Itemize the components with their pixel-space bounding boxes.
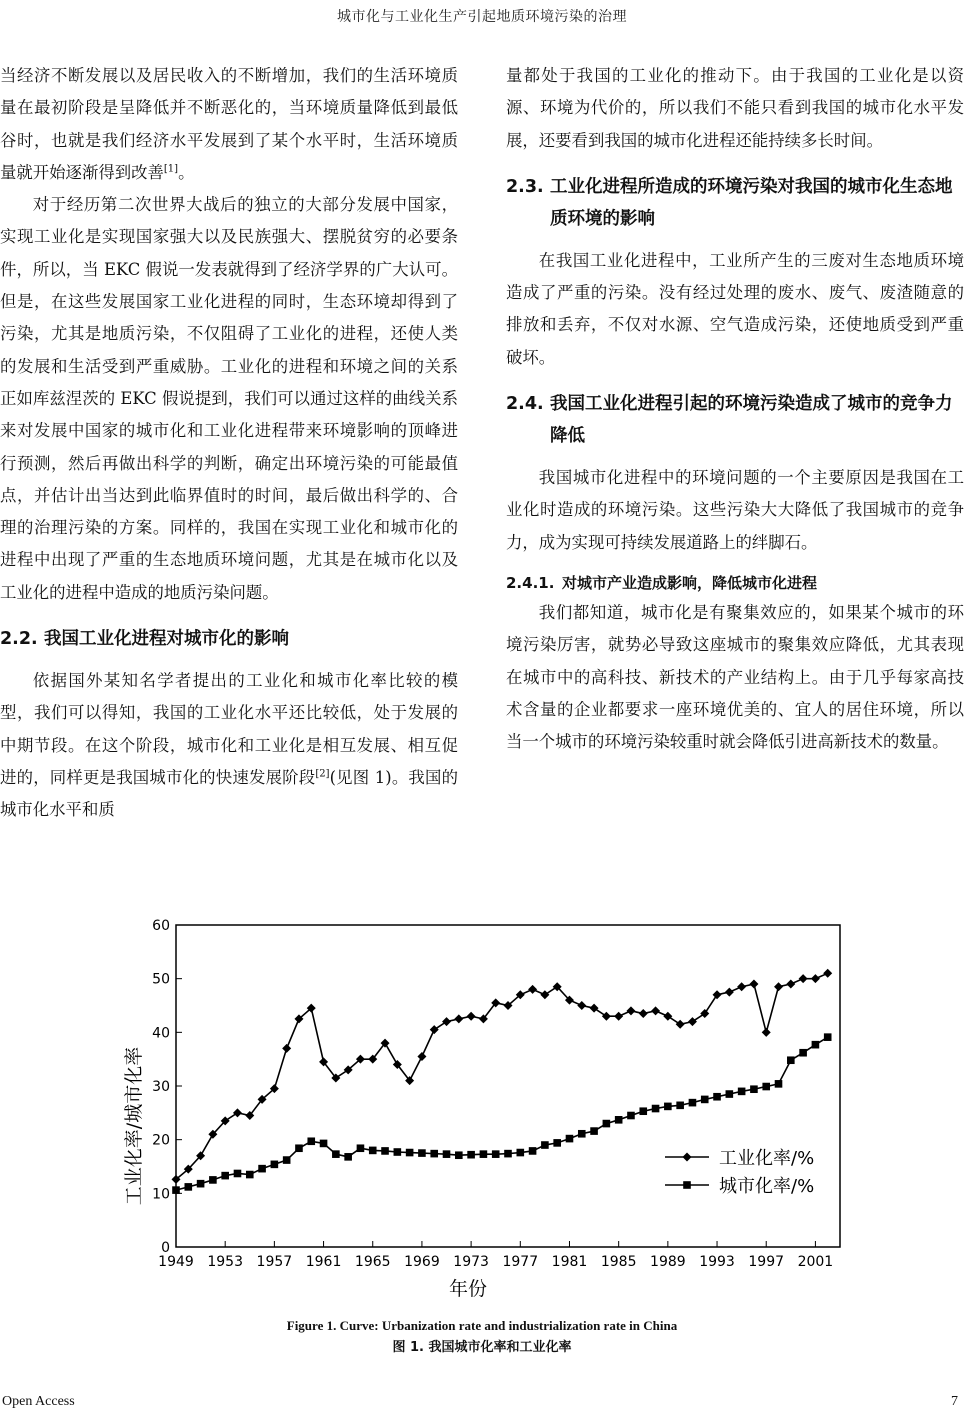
citation[interactable]: [1] xyxy=(163,163,179,175)
data-point xyxy=(725,988,734,997)
x-tick-label: 1957 xyxy=(256,1254,293,1270)
data-point xyxy=(774,982,783,991)
data-point xyxy=(700,1009,709,1018)
data-point xyxy=(811,974,820,983)
x-tick-label: 1965 xyxy=(354,1254,391,1270)
data-point xyxy=(713,990,722,999)
data-point xyxy=(209,1176,217,1184)
data-point xyxy=(602,1012,611,1021)
figure-caption-en: Figure 1. Curve: Urbanization rate and industrialization rate in China xyxy=(286,1318,678,1333)
data-point xyxy=(246,1171,254,1179)
paragraph: 在我国工业化进程中，工业所产生的三废对生态地质环境造成了严重的污染。没有经过处理的废水、废气、废渣随意的排放和丢弃，不仅对水源、空气造成污染，还使地质受到严重破坏。 xyxy=(506,250,964,367)
data-point xyxy=(590,1004,599,1013)
data-point xyxy=(541,1141,549,1149)
y-axis-label: 工业化率/城市化率 xyxy=(123,1046,145,1206)
data-point xyxy=(614,1012,623,1021)
data-point xyxy=(762,1083,770,1091)
data-point xyxy=(394,1148,402,1156)
x-tick-label: 1973 xyxy=(453,1254,489,1270)
line-chart xyxy=(100,905,860,1310)
data-point xyxy=(430,1150,438,1158)
legend-label: 工业化率/% xyxy=(719,1148,815,1169)
data-point xyxy=(234,1170,242,1178)
data-point xyxy=(812,1041,820,1049)
data-point xyxy=(417,1052,426,1061)
data-point xyxy=(467,1151,475,1159)
y-tick-label: 60 xyxy=(152,918,170,934)
data-point xyxy=(627,1112,635,1120)
data-point xyxy=(172,1186,180,1194)
section-heading-2-4: 2.4. 我国工业化进程引起的环境污染造成了城市的竞争力降低 xyxy=(506,394,953,447)
data-point xyxy=(615,1116,623,1124)
data-point xyxy=(626,1006,635,1015)
data-point xyxy=(442,1017,451,1026)
data-point xyxy=(578,1130,586,1138)
data-point xyxy=(590,1127,598,1135)
data-point xyxy=(738,1088,746,1096)
page-number: 7 xyxy=(951,1394,958,1409)
data-point xyxy=(258,1165,266,1173)
figure-1-chart xyxy=(100,905,860,1310)
data-point xyxy=(676,1020,685,1029)
paragraph: 当经济不断发展以及居民收入的不断增加，我们的生活环境质量在最初阶段是呈降低并不断恶化的，当环境质量降低到最低谷时，也就是我们经济水平发展到了某个水平时，生活环境质量就开始逐渐得到改善[1]。 xyxy=(0,66,458,182)
data-point xyxy=(799,1049,807,1057)
x-axis-label: 年份 xyxy=(448,1278,488,1300)
x-tick-label: 1989 xyxy=(650,1254,686,1270)
data-point xyxy=(443,1150,451,1158)
data-point xyxy=(430,1025,439,1034)
legend-marker xyxy=(683,1153,692,1162)
x-tick-label: 1961 xyxy=(305,1254,342,1270)
data-point xyxy=(749,980,758,989)
data-point xyxy=(603,1120,611,1128)
data-point xyxy=(197,1180,205,1188)
data-point xyxy=(762,1028,771,1037)
paragraph: 量都处于我国的工业化的推动下。由于我国的工业化是以资源、环境为代价的，所以我们不能只看到我国的城市化水平发展，还要看到我国的城市化进程还能持续多长时间。 xyxy=(506,66,964,150)
data-point xyxy=(528,985,537,994)
y-tick-label: 20 xyxy=(152,1132,170,1149)
data-point xyxy=(799,974,808,983)
x-tick-label: 1997 xyxy=(748,1254,785,1270)
data-point xyxy=(320,1140,328,1148)
y-tick-label: 50 xyxy=(152,971,170,988)
x-tick-label: 1969 xyxy=(404,1254,440,1270)
data-point xyxy=(652,1105,660,1113)
data-point xyxy=(283,1156,291,1164)
x-tick-label: 1977 xyxy=(502,1254,539,1270)
data-point xyxy=(295,1144,303,1152)
open-access-label: Open Access xyxy=(2,1394,75,1409)
data-point xyxy=(540,990,549,999)
data-point xyxy=(357,1144,365,1152)
right-column xyxy=(506,60,964,758)
section-heading-2-2: 2.2. 我国工业化进程对城市化的影响 xyxy=(0,629,289,650)
data-point xyxy=(492,1150,500,1158)
data-point xyxy=(577,1001,586,1010)
data-point xyxy=(480,1150,488,1158)
data-point xyxy=(786,980,795,989)
citation[interactable]: [2] xyxy=(315,768,330,780)
data-point xyxy=(332,1150,340,1158)
data-point xyxy=(271,1161,279,1169)
legend-label: 城市化率/% xyxy=(719,1176,815,1197)
x-tick-label: 1949 xyxy=(158,1254,194,1270)
data-point xyxy=(824,1033,832,1041)
y-tick-label: 0 xyxy=(161,1240,170,1256)
running-header: 城市化与工业化生产引起地质环境污染的治理 xyxy=(337,9,627,25)
data-point xyxy=(676,1102,684,1110)
y-tick-label: 30 xyxy=(152,1079,170,1095)
data-point xyxy=(221,1172,229,1180)
data-point xyxy=(566,1135,574,1143)
data-point xyxy=(369,1147,377,1155)
legend-marker xyxy=(683,1181,691,1189)
section-heading-2-3: 2.3. 工业化进程所造成的环境污染对我国的城市化生态地质环境的影响 xyxy=(506,176,953,229)
x-tick-label: 1993 xyxy=(699,1254,735,1270)
data-point xyxy=(639,1009,648,1018)
paragraph: 对于经历第二次世界大战后的独立的大部分发展中国家，实现工业化是实现国家强大以及民族强大、摆脱贫穷的必要条件，所以，当 EKC 假说一发表就得到了经济学界的广大认可。但是，在这些发展国家工业化进程的同时，生态环境却得到了污染，尤其是地质污染，不仅阻碍了工业化的进程，还使人类的发展和生活受到严重威胁。工业化的进程和环境之间的关系正如库兹涅茨的 EKC 假说提到，我们可以通过这样的曲线关系来对发展中国家的城市化和工业化进程带来环境影响的顶峰进行预测，然后再做出科学的判断，确定出环境污染的可能最值点，并估计出当达到此临界值时的时间，最后做出科学的、合理的治理污染的方案。同样的，我国在实现工业化和城市化的进程中出现了严重的生态地质环境问题，尤其是在城市化以及工业化的进程中造成的地质污染问题。 xyxy=(0,195,458,602)
data-point xyxy=(454,1014,463,1023)
data-point xyxy=(553,1139,561,1147)
data-point xyxy=(750,1085,758,1093)
x-tick-label: 2001 xyxy=(797,1254,834,1270)
data-point xyxy=(713,1093,721,1101)
section-heading-2-4-1: 2.4.1. 对城市产业造成影响，降低城市化进程 xyxy=(506,573,818,592)
data-point xyxy=(701,1096,709,1104)
data-point xyxy=(787,1056,795,1064)
data-point xyxy=(381,1147,389,1155)
data-point xyxy=(737,982,746,991)
paragraph: 依据国外某知名学者提出的工业化和城市化率比较的模型，我们可以得知，我国的工业化水平还比较低，处于发展的中期节段。在这个阶段，城市化和工业化是相互发展、相互促进的，同样更是我国城市化的快速发展阶段[2](见图 1)。我国的城市化水平和质 xyxy=(0,671,459,820)
data-point xyxy=(307,1137,315,1145)
figure-caption-zh: 图 1. 我国城市化率和工业化率 xyxy=(392,1340,572,1355)
data-point xyxy=(823,969,832,978)
x-tick-label: 1953 xyxy=(207,1254,244,1270)
data-point xyxy=(639,1107,647,1115)
data-point xyxy=(467,1012,476,1021)
x-tick-label: 1985 xyxy=(600,1254,637,1270)
data-point xyxy=(233,1108,242,1117)
y-tick-label: 10 xyxy=(152,1186,170,1203)
data-point xyxy=(406,1149,414,1157)
data-point xyxy=(282,1044,291,1053)
data-point xyxy=(516,1149,524,1157)
data-point xyxy=(184,1183,192,1191)
data-point xyxy=(663,1012,672,1021)
data-point xyxy=(651,1006,660,1015)
paragraph: 我国城市化进程中的环境问题的一个主要原因是我国在工业化时造成的环境污染。这些污染大大降低了我国城市的竞争力，成为实现可持续发展道路上的绊脚石。 xyxy=(506,468,964,552)
data-point xyxy=(529,1147,537,1155)
data-point xyxy=(344,1153,352,1161)
data-point xyxy=(455,1151,463,1159)
y-tick-label: 40 xyxy=(152,1025,170,1042)
left-column xyxy=(0,60,458,827)
data-point xyxy=(726,1090,734,1098)
data-point xyxy=(775,1080,783,1088)
data-point xyxy=(688,1017,697,1026)
x-tick-label: 1981 xyxy=(551,1254,588,1270)
data-point xyxy=(664,1103,672,1111)
data-point xyxy=(504,1150,512,1158)
data-point xyxy=(689,1099,697,1107)
data-point xyxy=(418,1149,426,1157)
paragraph: 我们都知道，城市化是有聚集效应的，如果某个城市的环境污染厉害，就势必导致这座城市的聚集效应降低，尤其表现在城市中的高科技、新技术的产业结构上。由于几乎每家高技术含量的企业都要求一座环境优美的、宜人的居住环境，所以当一个城市的环境污染较重时就会降低引进高新技术的数量。 xyxy=(506,602,964,752)
